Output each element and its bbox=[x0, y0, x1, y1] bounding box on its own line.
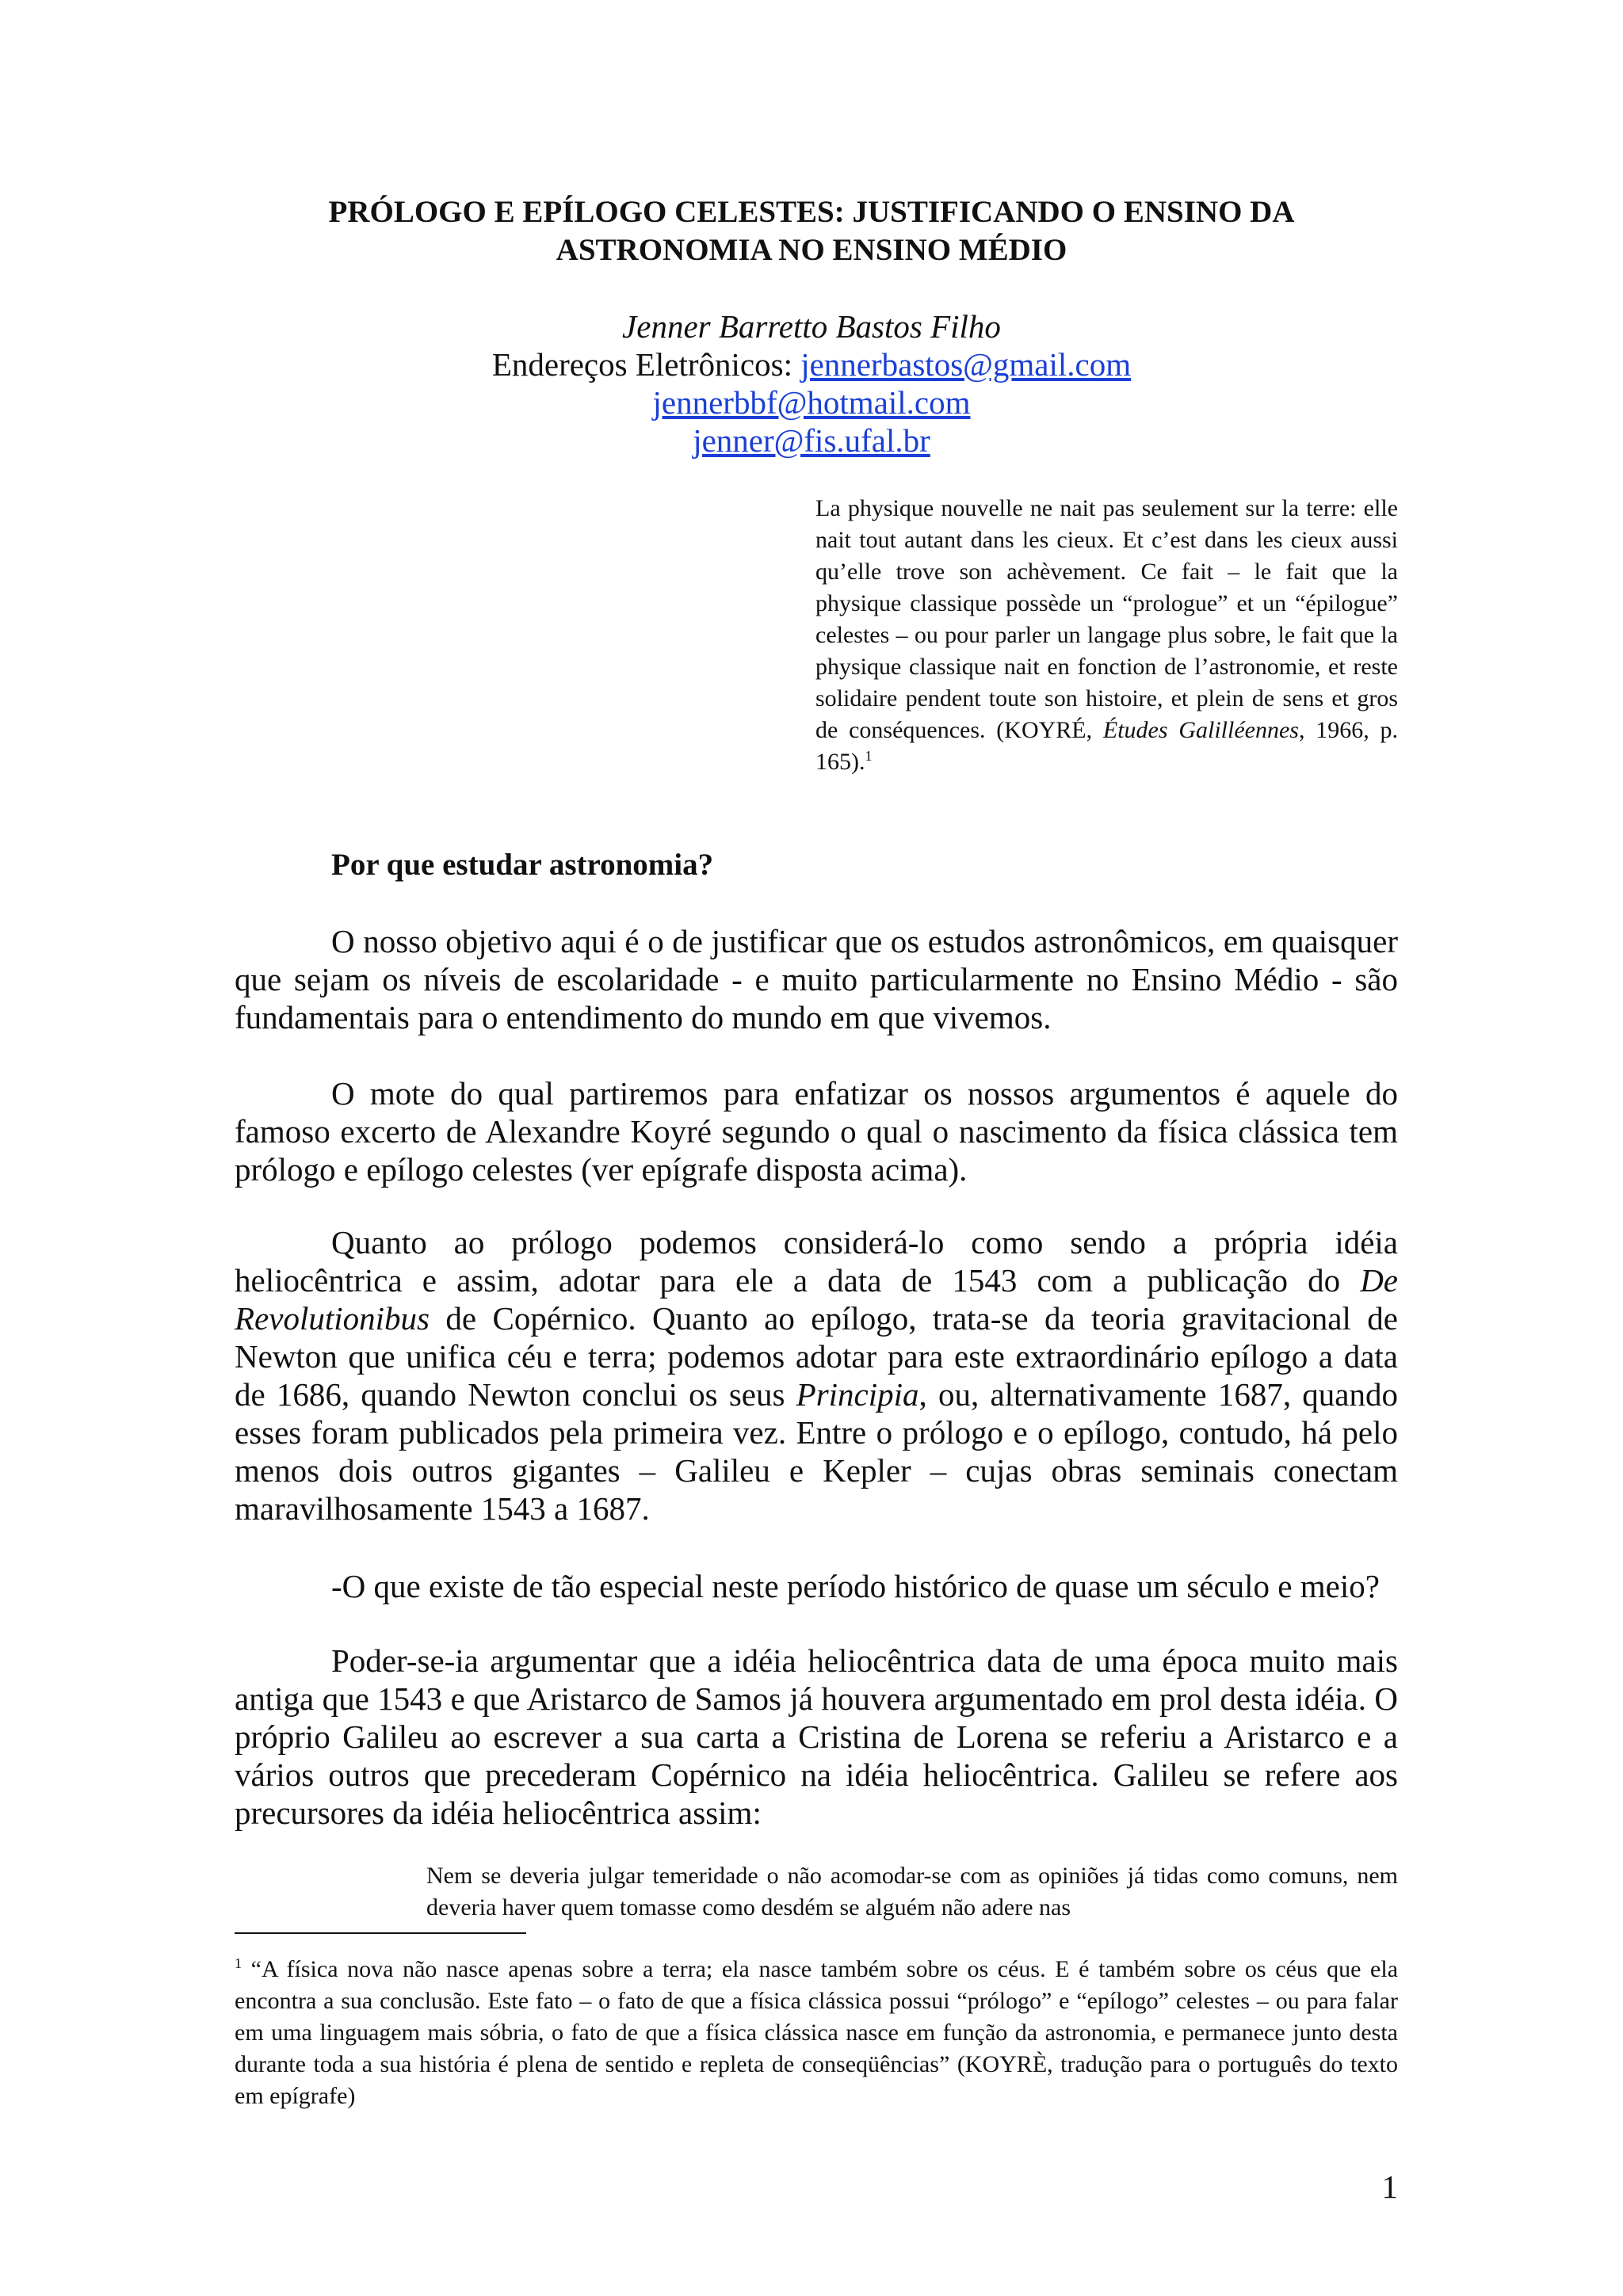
body-paragraph-5: Poder-se-ia argumentar que a idéia heliocêntrica data de uma época muito mais antiga que 1543 e que Aristarco de Samos já houvera argumentado em prol desta idéia. O próprio Galileu ao escrever a sua carta a Cristina de Lorena se referiu a Aristarco e a vários outros que precederam Copérnico na idéia heliocêntrica. Galileu se refere aos precursores da idéia heliocêntrica assim: bbox=[235, 1642, 1398, 1831]
email-link-ufal[interactable]: jenner@fis.ufal.br bbox=[693, 422, 930, 459]
p3-work-de-revolutionibus: De Revolutionibus bbox=[235, 1262, 1398, 1337]
email-label: Endereços Eletrônicos: bbox=[491, 346, 792, 383]
footnote-number: 1 bbox=[235, 1955, 242, 1971]
page-number: 1 bbox=[1381, 2168, 1398, 2205]
body-paragraph-1: O nosso objetivo aqui é o de justificar que os estudos astronômicos, em quaisquer que sejam os níveis de escolaridade - e muito particularmente no Ensino Médio - são fundamentais para o entendimento do mundo em que vivemos. bbox=[235, 923, 1398, 1035]
author-block bbox=[235, 307, 1388, 460]
footnote-text: “A física nova não nasce apenas sobre a terra; ela nasce também sobre os céus. E é também sobre os céus que ela encontra a sua conclusão. Este fato – o fato de que a física clássica possui “prólogo” e “epílogo” celestes – ou para falar em uma linguagem mais sóbria, o fato de que a física clássica nasce em função da astronomia, e permanece junto desta durante toda a sua história é plena de sentido e repleta de conseqüências” (KOYRÈ, tradução para o português do texto em epígrafe) bbox=[235, 1956, 1399, 2109]
p3-text-a: Quanto ao prólogo podemos considerá-lo como sendo a própria idéia heliocêntrica e assim, adotar para ele a data de 1543 com a publicação do bbox=[235, 1224, 1398, 1299]
p3-text-e: , ou, alternativamente 1687, quando esses foram publicados pela primeira vez. Entre o prólogo e o epílogo, contudo, há pelo menos dois outros gigantes – Galileu e Kepler – cujas obras seminais conectam maravilhosamente 1543 a 1687. bbox=[235, 1376, 1398, 1527]
epigraph-work-title: Études Galilléennes bbox=[1102, 717, 1299, 743]
footnote-separator bbox=[235, 1932, 526, 1934]
email-line-2 bbox=[235, 383, 1388, 421]
email-link-hotmail[interactable]: jennerbbf@hotmail.com bbox=[652, 384, 971, 421]
section-heading: Por que estudar astronomia? bbox=[331, 848, 714, 882]
p3-work-principia: Principia bbox=[796, 1376, 919, 1413]
document-title bbox=[235, 193, 1388, 269]
body-paragraph-4: -O que existe de tão especial neste período histórico de quase um século e meio? bbox=[331, 1568, 1380, 1604]
epigraph bbox=[815, 493, 1398, 778]
footnote bbox=[235, 1954, 1398, 2112]
body-paragraph-3 bbox=[235, 1223, 1398, 1527]
p3-text-c: de Copérnico. Quanto ao epílogo, trata-se da teoria gravitacional de Newton que unifica céu e terra; podemos adotar para este extraordinário epílogo a data de 1686, quando Newton conclui os seus bbox=[235, 1300, 1398, 1413]
footnote-reference[interactable]: 1 bbox=[865, 748, 873, 764]
epigraph-text: La physique nouvelle ne nait pas seulement sur la terre: elle nait tout autant dans les cieux. Et c’est dans les cieux aussi qu’elle trove son achèvement. Ce fait – le fait que la physique classique possède un “prologue” et un “épilogue” celestes – ou pour parler un langage plus sobre, le fait que la physique classique nait en fonction de l’astronomie, et reste solidaire pendent toute son histoire, et plein de sens et gros de conséquences. (KOYRÉ, bbox=[815, 495, 1398, 743]
title-line-1: PRÓLOGO E EPÍLOGO CELESTES: JUSTIFICANDO O ENSINO DA bbox=[328, 195, 1295, 229]
block-quote: Nem se deveria julgar temeridade o não acomodar-se com as opiniões já tidas como comuns, nem deveria haver quem tomasse como desdém se alguém não adere nas bbox=[426, 1863, 1398, 1920]
author-name: Jenner Barretto Bastos Filho bbox=[622, 308, 1001, 345]
body-paragraph-2: O mote do qual partiremos para enfatizar os nossos argumentos é aquele do famoso excerto de Alexandre Koyré segundo o qual o nascimento da física clássica tem prólogo e epílogo celestes (ver epígrafe disposta acima). bbox=[235, 1075, 1398, 1188]
title-line-2: ASTRONOMIA NO ENSINO MÉDIO bbox=[556, 233, 1067, 267]
email-line-1 bbox=[235, 345, 1388, 383]
epigraph-citation-tail: , 1966, p. 165). bbox=[815, 717, 1399, 775]
email-line-3 bbox=[235, 421, 1388, 460]
email-link-gmail[interactable]: jennerbastos@gmail.com bbox=[800, 346, 1132, 383]
